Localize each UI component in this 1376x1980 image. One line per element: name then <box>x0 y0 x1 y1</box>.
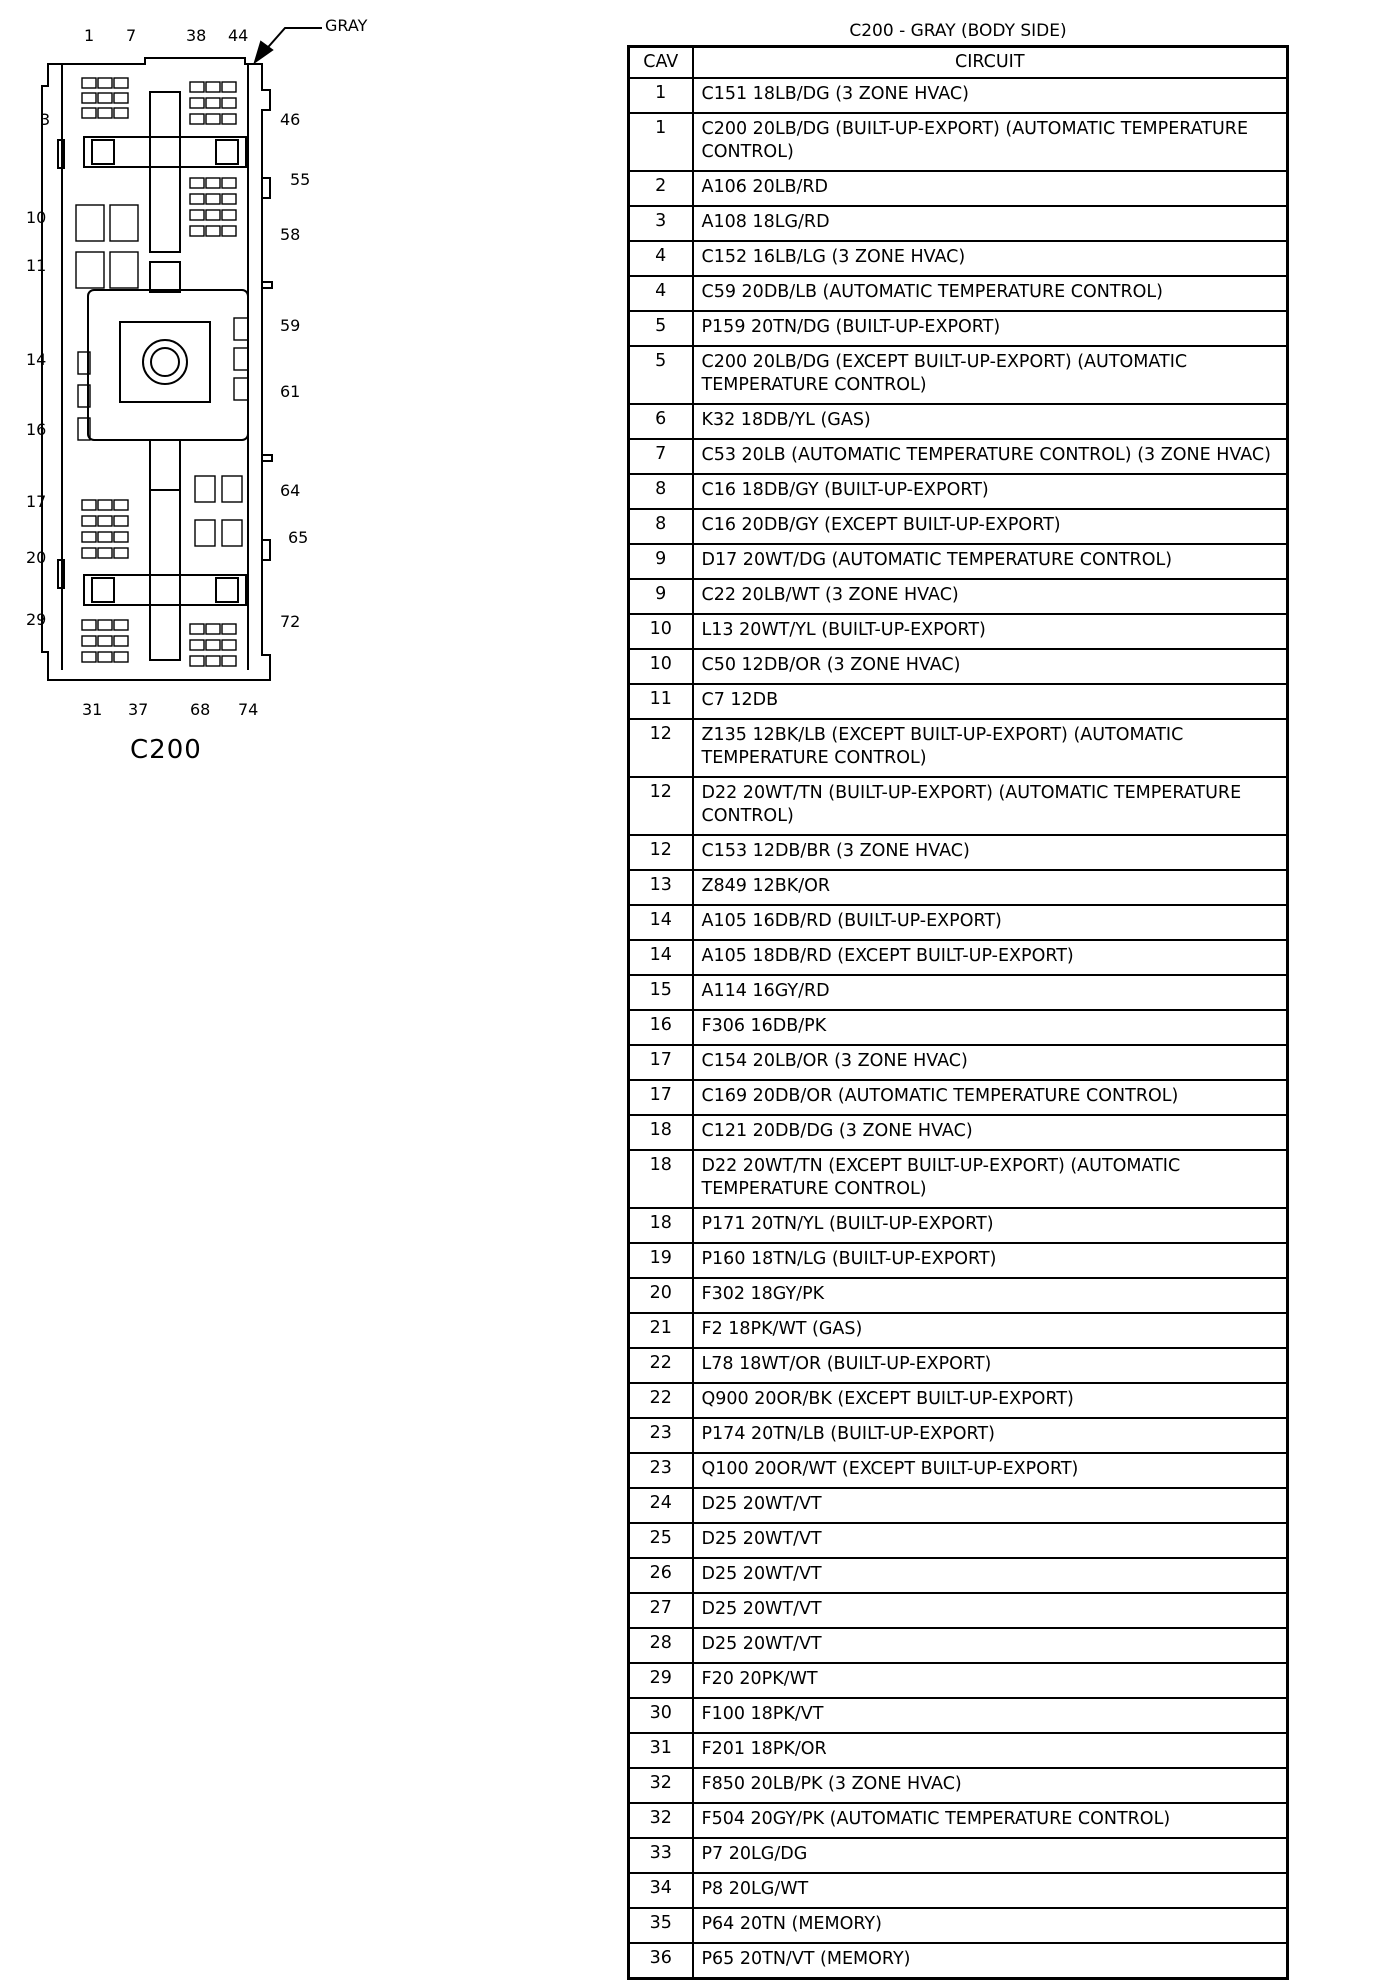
circuit-cell: F306 16DB/PK <box>693 1010 1288 1045</box>
circuit-cell: Z849 12BK/OR <box>693 870 1288 905</box>
pin-label: 61 <box>280 382 301 401</box>
pin-label: 65 <box>288 528 309 547</box>
table-row <box>629 1873 1288 1908</box>
circuit-cell: D25 20WT/VT <box>693 1593 1288 1628</box>
cav-cell: 14 <box>629 940 693 975</box>
table-row <box>629 614 1288 649</box>
table-title: C200 - GRAY (BODY SIDE) <box>849 21 1067 41</box>
circuit-cell: K32 18DB/YL (GAS) <box>693 404 1288 439</box>
pin-label: 46 <box>280 110 301 129</box>
cav-cell: 10 <box>629 614 693 649</box>
cav-cell: 12 <box>629 719 693 777</box>
circuit-cell: Q100 20OR/WT (EXCEPT BUILT-UP-EXPORT) <box>693 1453 1288 1488</box>
table-row <box>629 206 1288 241</box>
circuit-cell: D22 20WT/TN (EXCEPT BUILT-UP-EXPORT) (AUTOMATIC TEMPERATURE CONTROL) <box>693 1150 1288 1208</box>
cav-cell: 5 <box>629 311 693 346</box>
circuit-cell: F201 18PK/OR <box>693 1733 1288 1768</box>
table-row <box>629 171 1288 206</box>
cav-cell: 15 <box>629 975 693 1010</box>
cav-cell: 36 <box>629 1943 693 1979</box>
circuit-cell: A105 18DB/RD (EXCEPT BUILT-UP-EXPORT) <box>693 940 1288 975</box>
cav-cell: 34 <box>629 1873 693 1908</box>
table-row <box>629 1453 1288 1488</box>
table-row <box>629 579 1288 614</box>
cav-cell: 27 <box>629 1593 693 1628</box>
circuit-cell: F100 18PK/VT <box>693 1698 1288 1733</box>
table-row <box>629 905 1288 940</box>
pin-label: 68 <box>190 700 211 719</box>
cav-cell: 3 <box>629 206 693 241</box>
cav-cell: 33 <box>629 1838 693 1873</box>
cav-cell: 1 <box>629 78 693 113</box>
connector-face-drawing <box>0 0 380 780</box>
circuit-cell: Q900 20OR/BK (EXCEPT BUILT-UP-EXPORT) <box>693 1383 1288 1418</box>
table-row <box>629 1313 1288 1348</box>
circuit-cell: A105 16DB/RD (BUILT-UP-EXPORT) <box>693 905 1288 940</box>
pin-label: 74 <box>238 700 259 719</box>
pin-label: 72 <box>280 612 301 631</box>
circuit-cell: L13 20WT/YL (BUILT-UP-EXPORT) <box>693 614 1288 649</box>
table-row <box>629 474 1288 509</box>
cav-cell: 26 <box>629 1558 693 1593</box>
circuit-cell: D22 20WT/TN (BUILT-UP-EXPORT) (AUTOMATIC TEMPERATURE CONTROL) <box>693 777 1288 835</box>
circuit-cell: D25 20WT/VT <box>693 1488 1288 1523</box>
table-row <box>629 1208 1288 1243</box>
circuit-cell: C22 20LB/WT (3 ZONE HVAC) <box>693 579 1288 614</box>
circuit-cell: C151 18LB/DG (3 ZONE HVAC) <box>693 78 1288 113</box>
table-row <box>629 1628 1288 1663</box>
circuit-cell: F2 18PK/WT (GAS) <box>693 1313 1288 1348</box>
circuit-cell: A114 16GY/RD <box>693 975 1288 1010</box>
cav-cell: 23 <box>629 1418 693 1453</box>
table-row <box>629 1488 1288 1523</box>
circuit-cell: C7 12DB <box>693 684 1288 719</box>
circuit-cell: C121 20DB/DG (3 ZONE HVAC) <box>693 1115 1288 1150</box>
cav-cell: 22 <box>629 1348 693 1383</box>
table-row <box>629 835 1288 870</box>
circuit-cell: C154 20LB/OR (3 ZONE HVAC) <box>693 1045 1288 1080</box>
cav-cell: 35 <box>629 1908 693 1943</box>
cav-cell: 11 <box>629 684 693 719</box>
table-row <box>629 1150 1288 1208</box>
table-row <box>629 311 1288 346</box>
pin-label: 3 <box>40 110 51 129</box>
table-row <box>629 404 1288 439</box>
circuit-cell: P64 20TN (MEMORY) <box>693 1908 1288 1943</box>
table-row <box>629 1115 1288 1150</box>
circuit-cell: P65 20TN/VT (MEMORY) <box>693 1943 1288 1979</box>
circuit-cell: C53 20LB (AUTOMATIC TEMPERATURE CONTROL) (3 ZONE HVAC) <box>693 439 1288 474</box>
pin-label: 29 <box>26 610 47 629</box>
table-header-row <box>629 47 1288 79</box>
cav-cell: 12 <box>629 777 693 835</box>
pin-label: 64 <box>280 481 301 500</box>
table-row <box>629 1733 1288 1768</box>
cavity-circuit-table <box>627 45 1289 1980</box>
cav-cell: 1 <box>629 113 693 171</box>
cav-cell: 7 <box>629 439 693 474</box>
pin-label: 11 <box>26 256 47 275</box>
cavity-table-section <box>627 18 1289 1980</box>
cav-cell: 2 <box>629 171 693 206</box>
cav-cell: 28 <box>629 1628 693 1663</box>
column-header-cav: CAV <box>629 47 693 79</box>
circuit-cell: C200 20LB/DG (BUILT-UP-EXPORT) (AUTOMATIC TEMPERATURE CONTROL) <box>693 113 1288 171</box>
pin-label: 58 <box>280 225 301 244</box>
cav-cell: 12 <box>629 835 693 870</box>
table-row <box>629 1768 1288 1803</box>
table-body <box>629 78 1288 1979</box>
table-row <box>629 975 1288 1010</box>
table-row <box>629 1010 1288 1045</box>
circuit-cell: P160 18TN/LG (BUILT-UP-EXPORT) <box>693 1243 1288 1278</box>
cav-cell: 4 <box>629 241 693 276</box>
circuit-cell: P171 20TN/YL (BUILT-UP-EXPORT) <box>693 1208 1288 1243</box>
table-row <box>629 509 1288 544</box>
circuit-cell: C200 20LB/DG (EXCEPT BUILT-UP-EXPORT) (AUTOMATIC TEMPERATURE CONTROL) <box>693 346 1288 404</box>
circuit-cell: D25 20WT/VT <box>693 1523 1288 1558</box>
circuit-cell: D25 20WT/VT <box>693 1628 1288 1663</box>
circuit-cell: A108 18LG/RD <box>693 206 1288 241</box>
pin-label: 55 <box>290 170 311 189</box>
circuit-cell: C59 20DB/LB (AUTOMATIC TEMPERATURE CONTROL) <box>693 276 1288 311</box>
cav-cell: 30 <box>629 1698 693 1733</box>
table-row <box>629 1908 1288 1943</box>
pin-label: 38 <box>186 26 207 45</box>
pin-label: 10 <box>26 208 47 227</box>
circuit-cell: Z135 12BK/LB (EXCEPT BUILT-UP-EXPORT) (AUTOMATIC TEMPERATURE CONTROL) <box>693 719 1288 777</box>
cav-cell: 20 <box>629 1278 693 1313</box>
table-row <box>629 544 1288 579</box>
pin-label: 16 <box>26 420 47 439</box>
circuit-cell: P7 20LG/DG <box>693 1838 1288 1873</box>
table-row <box>629 1698 1288 1733</box>
table-row <box>629 940 1288 975</box>
circuit-cell: D17 20WT/DG (AUTOMATIC TEMPERATURE CONTROL) <box>693 544 1288 579</box>
table-row <box>629 241 1288 276</box>
pin-label: 7 <box>126 26 137 45</box>
table-row <box>629 1838 1288 1873</box>
table-row <box>629 719 1288 777</box>
table-row <box>629 649 1288 684</box>
table-row <box>629 1080 1288 1115</box>
cav-cell: 18 <box>629 1208 693 1243</box>
table-row <box>629 1278 1288 1313</box>
pin-label: 44 <box>228 26 249 45</box>
cav-cell: 4 <box>629 276 693 311</box>
cav-cell: 8 <box>629 474 693 509</box>
cav-cell: 9 <box>629 579 693 614</box>
circuit-cell: C16 20DB/GY (EXCEPT BUILT-UP-EXPORT) <box>693 509 1288 544</box>
connector-color-label: GRAY <box>325 16 368 35</box>
cav-cell: 23 <box>629 1453 693 1488</box>
circuit-cell: F504 20GY/PK (AUTOMATIC TEMPERATURE CONTROL) <box>693 1803 1288 1838</box>
cav-cell: 14 <box>629 905 693 940</box>
pin-label: 37 <box>128 700 149 719</box>
pin-label: 14 <box>26 350 47 369</box>
circuit-cell: F20 20PK/WT <box>693 1663 1288 1698</box>
cav-cell: 29 <box>629 1663 693 1698</box>
table-row <box>629 346 1288 404</box>
circuit-cell: C153 12DB/BR (3 ZONE HVAC) <box>693 835 1288 870</box>
cav-cell: 22 <box>629 1383 693 1418</box>
cav-cell: 18 <box>629 1150 693 1208</box>
cav-cell: 17 <box>629 1080 693 1115</box>
cav-cell: 10 <box>629 649 693 684</box>
table-row <box>629 1243 1288 1278</box>
table-row <box>629 276 1288 311</box>
cav-cell: 5 <box>629 346 693 404</box>
table-row <box>629 1943 1288 1979</box>
cav-cell: 25 <box>629 1523 693 1558</box>
connector-diagram <box>0 0 380 780</box>
table-row <box>629 78 1288 113</box>
circuit-cell: P8 20LG/WT <box>693 1873 1288 1908</box>
cav-cell: 9 <box>629 544 693 579</box>
cav-cell: 16 <box>629 1010 693 1045</box>
table-row <box>629 777 1288 835</box>
table-row <box>629 439 1288 474</box>
cav-cell: 6 <box>629 404 693 439</box>
table-row <box>629 684 1288 719</box>
cav-cell: 17 <box>629 1045 693 1080</box>
table-row <box>629 870 1288 905</box>
pin-label: 31 <box>82 700 103 719</box>
table-row <box>629 1558 1288 1593</box>
cav-cell: 18 <box>629 1115 693 1150</box>
cav-cell: 31 <box>629 1733 693 1768</box>
circuit-cell: D25 20WT/VT <box>693 1558 1288 1593</box>
table-row <box>629 1418 1288 1453</box>
cav-cell: 21 <box>629 1313 693 1348</box>
circuit-cell: C16 18DB/GY (BUILT-UP-EXPORT) <box>693 474 1288 509</box>
table-row <box>629 113 1288 171</box>
table-row <box>629 1045 1288 1080</box>
cav-cell: 8 <box>629 509 693 544</box>
circuit-cell: P159 20TN/DG (BUILT-UP-EXPORT) <box>693 311 1288 346</box>
cav-cell: 19 <box>629 1243 693 1278</box>
cav-cell: 24 <box>629 1488 693 1523</box>
cav-cell: 32 <box>629 1803 693 1838</box>
circuit-cell: C169 20DB/OR (AUTOMATIC TEMPERATURE CONTROL) <box>693 1080 1288 1115</box>
circuit-cell: L78 18WT/OR (BUILT-UP-EXPORT) <box>693 1348 1288 1383</box>
column-header-circuit: CIRCUIT <box>693 47 1288 79</box>
circuit-cell: C50 12DB/OR (3 ZONE HVAC) <box>693 649 1288 684</box>
table-row <box>629 1523 1288 1558</box>
pin-label: 1 <box>84 26 95 45</box>
connector-name: C200 <box>130 735 202 765</box>
pin-label: 59 <box>280 316 301 335</box>
cav-cell: 32 <box>629 1768 693 1803</box>
table-row <box>629 1803 1288 1838</box>
table-row <box>629 1593 1288 1628</box>
circuit-cell: C152 16LB/LG (3 ZONE HVAC) <box>693 241 1288 276</box>
cav-cell: 13 <box>629 870 693 905</box>
table-row <box>629 1383 1288 1418</box>
circuit-cell: A106 20LB/RD <box>693 171 1288 206</box>
table-row <box>629 1348 1288 1383</box>
table-row <box>629 1663 1288 1698</box>
pin-label: 17 <box>26 492 47 511</box>
circuit-cell: P174 20TN/LB (BUILT-UP-EXPORT) <box>693 1418 1288 1453</box>
circuit-cell: F850 20LB/PK (3 ZONE HVAC) <box>693 1768 1288 1803</box>
pin-label: 20 <box>26 548 47 567</box>
circuit-cell: F302 18GY/PK <box>693 1278 1288 1313</box>
